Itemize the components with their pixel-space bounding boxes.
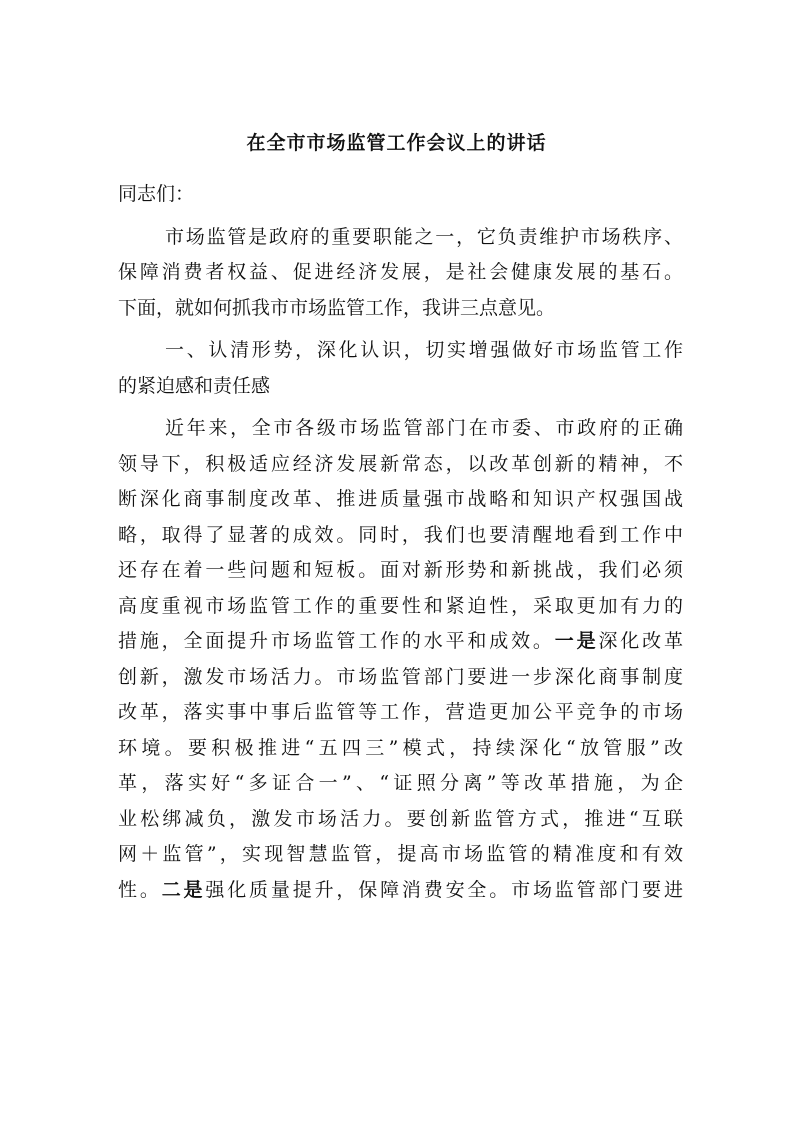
paragraph-2-line-2: 领导下，积极适应经济发展新常态，以改革创新的精神，不 — [118, 452, 683, 475]
paragraph-2-line-12: 业松绑减负，激发市场活力。要创新监管方式，推进“互联 — [118, 807, 683, 830]
paragraph-2-line-5: 还存在着一些问题和短板。面对新形势和新挑战，我们必须 — [118, 559, 683, 581]
line-14-text-c: 强化质量提升，保障消费安全。市场监管部门要进 — [205, 878, 683, 901]
section-heading-line-2: 的紧迫感和责任感 — [118, 374, 271, 397]
document-body — [118, 177, 683, 908]
section-heading-line-1: 一、认清形势，深化认识，切实增强做好市场监管工作 — [165, 339, 683, 361]
line-14-text-a: 性。 — [118, 878, 162, 901]
paragraph-1-line-2: 保障消费者权益、促进经济发展，是社会健康发展的基石。 — [118, 261, 683, 283]
paragraph-2-line-8: 创新，激发市场活力。市场监管部门要进一步深化商事制度 — [118, 665, 683, 688]
paragraph-2-line-10: 环境。要积极推进“五四三”模式，持续深化“放管服”改 — [118, 736, 683, 759]
salutation: 同志们： — [118, 183, 195, 205]
paragraph-2-line-14 — [118, 873, 683, 909]
line-7-text-c: 深化改革 — [598, 630, 683, 652]
line-7-text-a: 措施，全面提升市场监管工作的水平和成效。 — [118, 630, 555, 652]
page-title: 在全市市场监管工作会议上的讲话 — [246, 132, 547, 154]
paragraph-2-line-13: 网＋监管”，实现智慧监管，提高市场监管的精准度和有效 — [118, 843, 683, 865]
paragraph-2-line-7 — [118, 624, 683, 660]
point-two-marker: 二是 — [161, 878, 206, 901]
paragraph-1-line-3: 下面，就如何抓我市市场监管工作，我讲三点意见。 — [118, 296, 556, 319]
paragraph-1-line-1: 市场监管是政府的重要职能之一，它负责维护市场秩序、 — [165, 225, 683, 248]
paragraph-2-line-1: 近年来，全市各级市场监管部门在市委、市政府的正确 — [165, 417, 683, 439]
paragraph-2-line-4: 略，取得了显著的成效。同时，我们也要清醒地看到工作中 — [118, 523, 683, 546]
paragraph-2-line-9: 改革，落实事中事后监管等工作，营造更加公平竞争的市场 — [118, 701, 683, 723]
paragraph-2-line-6: 高度重视市场监管工作的重要性和紧迫性，采取更加有力的 — [118, 594, 683, 617]
paragraph-2-line-3: 断深化商事制度改革、推进质量强市战略和知识产权强国战 — [118, 488, 683, 510]
paragraph-2-line-11: 革，落实好“多证合一”、“证照分离”等改革措施，为企 — [118, 772, 683, 794]
point-one-marker: 一是 — [554, 630, 599, 652]
